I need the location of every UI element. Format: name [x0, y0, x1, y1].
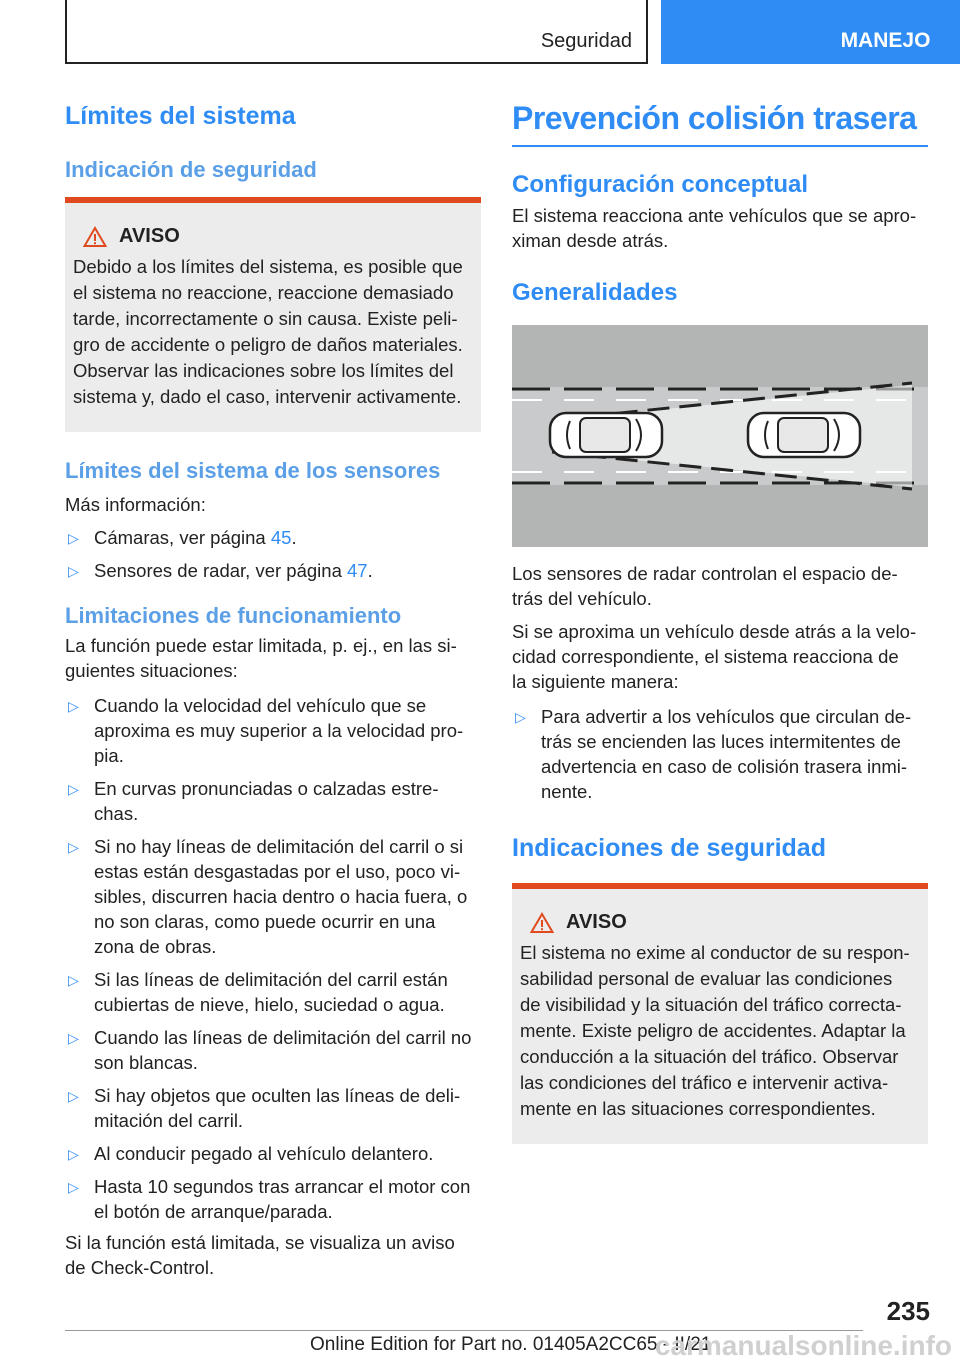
warning-line: Debido a los límites del sistema, es posible que [73, 256, 463, 277]
warning-line: conducción a la situación del tráfico. Observar [520, 1046, 899, 1067]
list-item-line: trás se encienden las luces intermitentes de [541, 731, 901, 752]
warning-box-left [65, 197, 481, 432]
general-list [512, 704, 928, 804]
warning-line: sistema y, dado el caso, intervenir activamente. [73, 386, 462, 407]
list-item-line: advertencia en caso de colisión trasera inmi- [541, 756, 908, 777]
list-item [65, 967, 481, 1017]
warning-line: mente. Existe peligro de accidentes. Adaptar la [520, 1020, 906, 1041]
list-item-line: no son claras, como puede ocurrir en una [94, 911, 436, 932]
left-column [65, 96, 481, 1280]
warning-line: El sistema no exime al conductor de su respon- [520, 942, 910, 963]
subsection-title-sensors: Límites del sistema de los sensores [65, 458, 441, 483]
list-item [65, 1083, 481, 1133]
page-number: 235 [886, 1296, 930, 1326]
page-link[interactable]: 45 [270, 527, 292, 548]
list-item-line: Para advertir a los vehículos que circulan de- [541, 706, 912, 727]
subsection-title-concept: Configuración conceptual [512, 171, 809, 198]
subsection-title-general: Generalidades [512, 279, 678, 306]
list-item [65, 1174, 481, 1224]
warning-line: las condiciones del tráfico e intervenir activa- [520, 1072, 889, 1093]
general-p2-line: la siguiente manera: [512, 671, 679, 692]
header-box [65, 0, 648, 64]
bullet-triangle-icon: ▷ [68, 1146, 79, 1162]
warning-header [83, 225, 473, 248]
bullet-triangle-icon: ▷ [68, 781, 79, 797]
subsection-title-safety: Indicación de seguridad [65, 157, 317, 182]
list-item-line: Al conducir pegado al vehículo delantero. [94, 1143, 434, 1164]
list-item-line: Si las líneas de delimitación del carril están [94, 969, 448, 990]
concept-line: El sistema reacciona ante vehículos que se apro- [512, 205, 917, 226]
bullet-triangle-icon: ▷ [68, 1179, 79, 1195]
header-section-title: Seguridad [540, 30, 632, 52]
list-item [65, 558, 481, 583]
list-item-line: Cuando la velocidad del vehículo que se [94, 695, 427, 716]
concept-line: ximan desde atrás. [512, 230, 669, 251]
subsection-title-limitations: Limitaciones de funcionamiento [65, 603, 402, 628]
list-item [65, 834, 481, 959]
warning-label: AVISO [566, 911, 627, 933]
page-link[interactable]: 47 [347, 560, 368, 581]
watermark-logo: carmanualsonline.info [654, 1330, 952, 1361]
bullet-triangle-icon: ▷ [68, 563, 79, 579]
list-item-line: zona de obras. [94, 936, 217, 957]
bullet-triangle-icon: ▷ [68, 530, 79, 546]
warning-label: AVISO [119, 225, 180, 247]
list-item-line: Hasta 10 segundos tras arrancar el motor con [94, 1176, 471, 1197]
bullet-triangle-icon: ▷ [68, 839, 79, 855]
list-item-line: En curvas pronunciadas o calzadas estre- [94, 778, 439, 799]
title-rule [512, 145, 928, 147]
list-item-line: aproxima es muy superior a la velocidad pro- [94, 720, 464, 741]
limitations-outro-line: de Check-Control. [65, 1257, 215, 1278]
sensors-list [65, 525, 481, 583]
warning-line: mente en las situaciones correspondientes. [520, 1098, 876, 1119]
list-item-line: chas. [94, 803, 139, 824]
warning-triangle-icon [83, 226, 107, 248]
sensors-intro: Más información: [65, 494, 206, 515]
list-item-line: son blancas. [94, 1052, 198, 1073]
bullet-triangle-icon: ▷ [515, 709, 526, 725]
list-item-line: Si hay objetos que oculten las líneas de deli- [94, 1085, 461, 1106]
list-item-line: el botón de arranque/parada. [94, 1201, 333, 1222]
front-car-icon [748, 413, 860, 457]
list-item-line: cubiertas de nieve, hielo, suciedad o agua. [94, 994, 445, 1015]
limitations-intro-line: La función puede estar limitada, p. ej., en las si- [65, 635, 457, 656]
general-p1-line: trás del vehículo. [512, 588, 652, 609]
warning-line: Observar las indicaciones sobre los límites del [73, 360, 454, 381]
bullet-triangle-icon: ▷ [68, 972, 79, 988]
list-item-line: pia. [94, 745, 124, 766]
list-item-text: Sensores de radar, ver página [94, 560, 347, 581]
list-item [65, 776, 481, 826]
warning-triangle-icon [530, 912, 554, 934]
warning-header [530, 911, 920, 934]
warning-line: el sistema no reaccione, reaccione demasiado [73, 282, 454, 303]
list-item [65, 1025, 481, 1075]
section-title-rear-collision: Prevención colisión trasera [512, 100, 917, 136]
list-item-line: mitación del carril. [94, 1110, 244, 1131]
list-item [65, 693, 481, 768]
list-item-line: estas están desgastadas por el uso, poco vi- [94, 861, 461, 882]
list-item-line: nente. [541, 781, 593, 802]
warning-line: de visibilidad y la situación del tráfico correcta- [520, 994, 902, 1015]
rear-car-icon [550, 413, 662, 457]
right-column [512, 96, 928, 1144]
list-item-line: sibles, discurren hacia dentro o hacia fuera, o [94, 886, 468, 907]
rear-collision-diagram [512, 325, 928, 547]
header-chapter-label: MANEJO [840, 29, 931, 52]
list-item-end: . [291, 527, 297, 548]
limitations-list [65, 693, 481, 1224]
bullet-triangle-icon: ▷ [68, 698, 79, 714]
general-p2-line: cidad correspondiente, el sistema reacciona de [512, 646, 899, 667]
list-item [65, 1141, 481, 1166]
warning-box-right [512, 883, 928, 1144]
limitations-intro-line: guientes situaciones: [65, 660, 238, 681]
list-item [512, 704, 928, 804]
header-chapter-tab[interactable] [661, 0, 960, 64]
general-p1-line: Los sensores de radar controlan el espacio de- [512, 563, 898, 584]
footer-edition: Online Edition for Part no. 01405A2CC65 - II/21 [310, 1334, 712, 1355]
general-p2-line: Si se aproxima un vehículo desde atrás a la velo- [512, 621, 917, 642]
bullet-triangle-icon: ▷ [68, 1088, 79, 1104]
list-item [65, 525, 481, 550]
subsection-title-safety-notes: Indicaciones de seguridad [512, 834, 826, 862]
list-item-line: Si no hay líneas de delimitación del carril o si [94, 836, 464, 857]
warning-line: tarde, incorrectamente o sin causa. Existe peli- [73, 308, 458, 329]
warning-line: sabilidad personal de evaluar las condiciones [520, 968, 893, 989]
list-item-text: Cámaras, ver página [94, 527, 271, 548]
warning-line: gro de accidente o peligro de daños materiales. [73, 334, 463, 355]
bullet-triangle-icon: ▷ [68, 1030, 79, 1046]
list-item-line: Cuando las líneas de delimitación del carril no [94, 1027, 472, 1048]
section-title-system-limits: Límites del sistema [65, 102, 296, 130]
list-item-end: . [367, 560, 373, 581]
limitations-outro-line: Si la función está limitada, se visualiza un aviso [65, 1232, 455, 1253]
